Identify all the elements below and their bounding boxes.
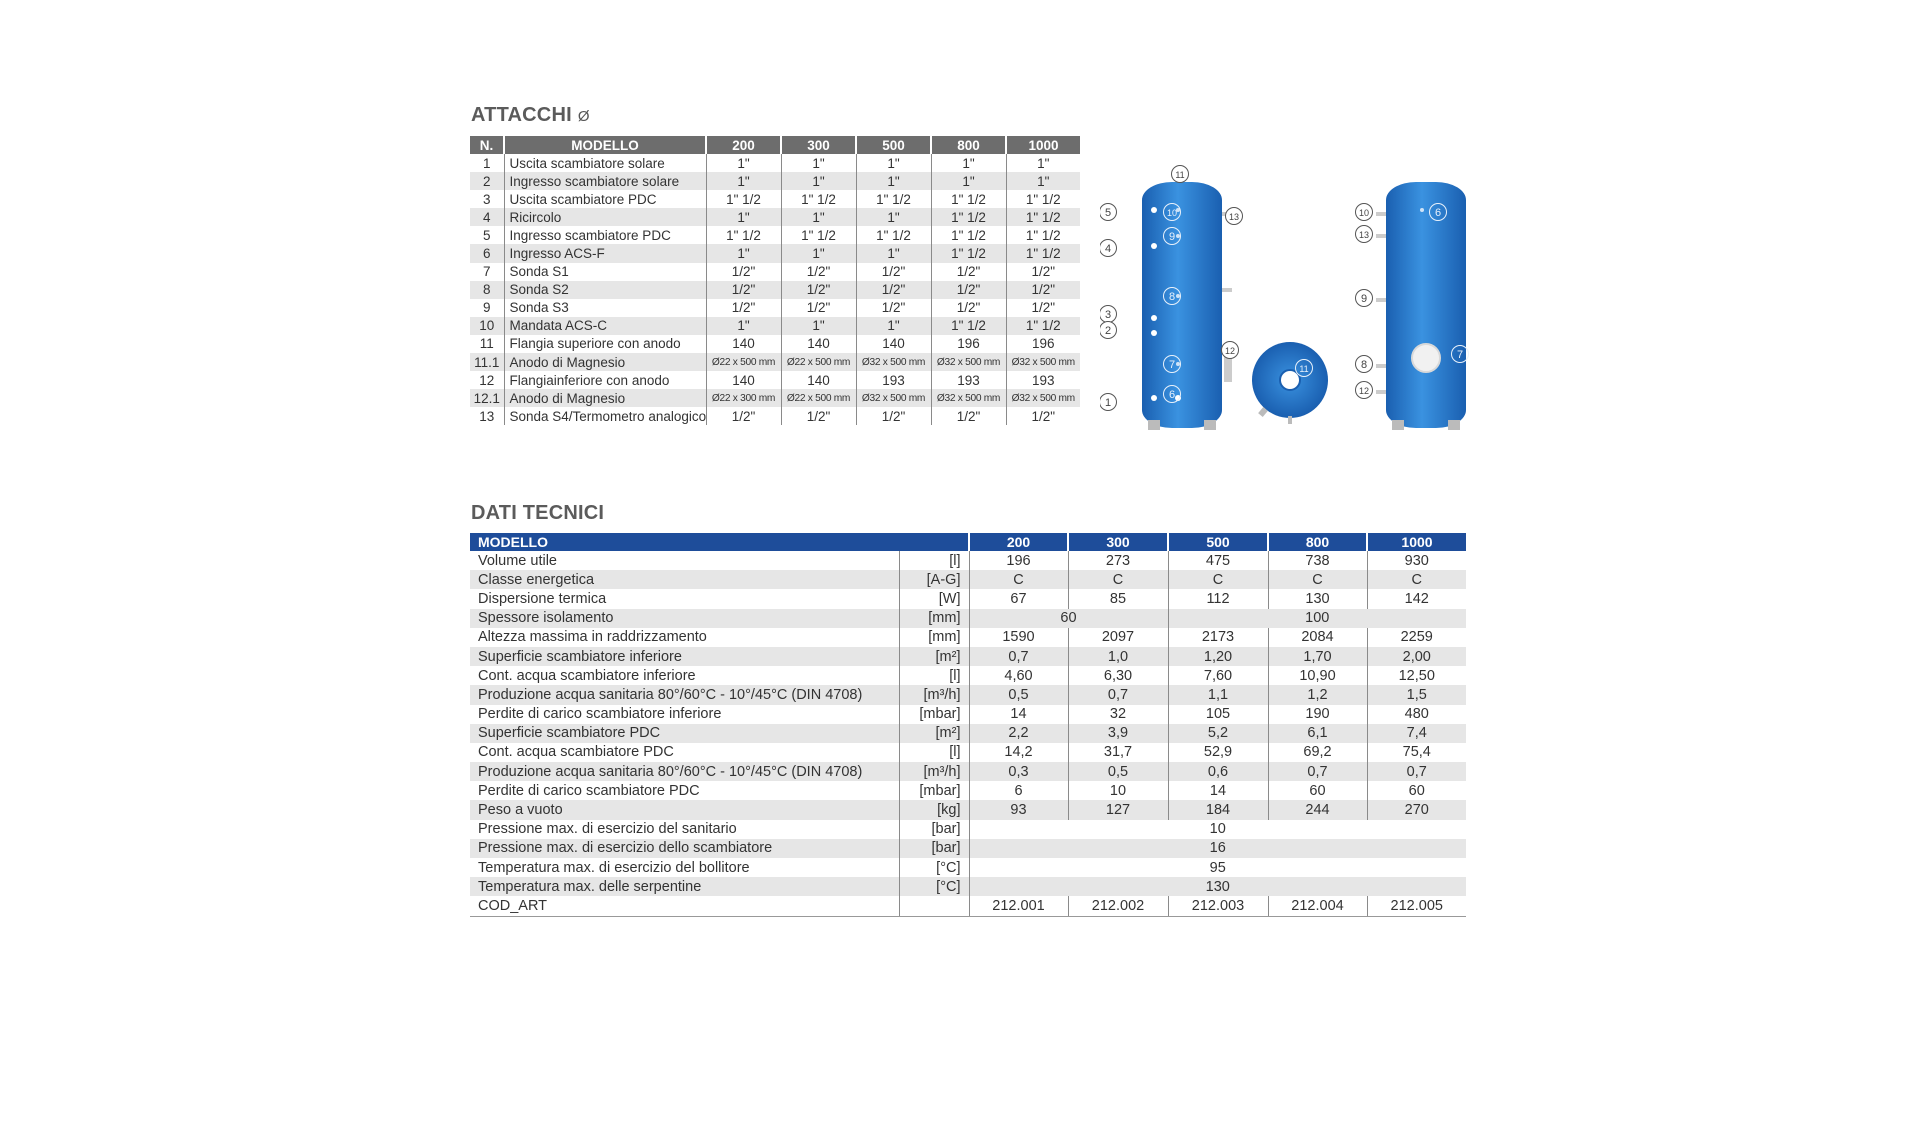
row-value: 1" <box>706 244 781 262</box>
row-value: 1" <box>781 154 856 172</box>
callout-label-1: 1 <box>1104 397 1112 409</box>
row-value: 0,7 <box>1068 685 1168 704</box>
row-label: Cont. acqua scambiatore PDC <box>478 744 674 761</box>
row-number: 10 <box>470 317 504 335</box>
table-row <box>470 762 1466 781</box>
row-value: 75,4 <box>1367 743 1466 762</box>
row-value: 1,0 <box>1068 647 1168 666</box>
row-value: 1" <box>1006 172 1080 190</box>
row-value: 1/2" <box>706 281 781 299</box>
row-value: 0,5 <box>969 685 1068 704</box>
table-row <box>470 371 1080 389</box>
row-value: 196 <box>931 335 1006 353</box>
row-unit: [kg] <box>899 800 969 819</box>
row-value: 1" <box>781 244 856 262</box>
callout-label-10: 10 <box>1358 208 1370 218</box>
row-value: 2,2 <box>969 724 1068 743</box>
row-value: 1" <box>1006 154 1080 172</box>
row-value: 31,7 <box>1068 743 1168 762</box>
row-number: 1 <box>482 155 491 171</box>
row-unit: [°C] <box>899 877 969 896</box>
table-row <box>470 589 1466 608</box>
tank-connection-diagram <box>1100 158 1480 438</box>
row-value: 1" 1/2 <box>706 226 781 244</box>
row-value: 212.004 <box>1268 896 1367 916</box>
row-value: 10 <box>1068 781 1168 800</box>
row-value: 1" <box>931 154 1006 172</box>
row-unit: [m²] <box>899 724 969 743</box>
row-value: 12,50 <box>1367 666 1466 685</box>
row-value: 1" <box>706 317 781 335</box>
row-value: 273 <box>1068 551 1168 570</box>
table-row <box>470 353 1080 371</box>
row-value: 52,9 <box>1168 743 1268 762</box>
table-row <box>470 858 1466 877</box>
row-value: 1,1 <box>1168 685 1268 704</box>
table-row <box>470 226 1080 244</box>
row-number: 5 <box>482 227 491 243</box>
table-row <box>470 647 1466 666</box>
row-value: 1" <box>706 208 781 226</box>
row-value: 130 <box>1268 589 1367 608</box>
row-value: 1/2" <box>856 407 931 425</box>
callout-label-6: 6 <box>1434 207 1442 219</box>
row-value: 1" <box>856 154 931 172</box>
table-row <box>470 281 1080 299</box>
row-value: 1" <box>931 172 1006 190</box>
callout-label-7: 7 <box>1168 359 1176 371</box>
row-value: 2173 <box>1168 628 1268 647</box>
diameter-symbol: Ø <box>577 108 590 125</box>
row-value: 0,6 <box>1168 762 1268 781</box>
row-value: 14,2 <box>969 743 1068 762</box>
row-value: 32 <box>1068 705 1168 724</box>
dati-header-4: 800 <box>1268 533 1367 551</box>
row-value: 0,7 <box>1268 762 1367 781</box>
attacchi-header-1: MODELLO <box>504 136 706 154</box>
row-unit: [°C] <box>899 858 969 877</box>
row-label: Superficie scambiatore PDC <box>470 724 899 743</box>
row-label: Volume utile <box>478 552 557 569</box>
row-value: 1/2" <box>931 263 1006 281</box>
callout-label-9: 9 <box>1360 293 1368 305</box>
row-value: 1" <box>856 208 931 226</box>
row-value: 1/2" <box>856 263 931 281</box>
row-value: 16 <box>969 839 1466 858</box>
row-number: 13 <box>479 408 495 424</box>
row-value: 7,4 <box>1367 724 1466 743</box>
row-value: 1,70 <box>1268 647 1367 666</box>
row-value: 0,7 <box>1367 762 1466 781</box>
row-value: 1" 1/2 <box>931 317 1006 335</box>
row-label: Ricircolo <box>504 208 706 226</box>
row-value: 105 <box>1168 705 1268 724</box>
row-unit: [mm] <box>899 628 969 647</box>
row-value: 1,5 <box>1367 685 1466 704</box>
callout-label-11: 11 <box>1299 364 1309 374</box>
row-value: 100 <box>1168 609 1466 628</box>
row-value: Ø32 x 500 mm <box>931 389 1006 407</box>
row-label: Cont. acqua scambiatore inferiore <box>478 667 696 684</box>
callout-label-8: 8 <box>1360 359 1368 371</box>
row-label: Temperatura max. di esercizio del bollitore <box>478 859 750 876</box>
row-value: 1/2" <box>1006 263 1080 281</box>
row-value: 1" 1/2 <box>1006 244 1080 262</box>
row-label: Uscita scambiatore PDC <box>504 190 706 208</box>
row-number: 11 <box>479 336 494 352</box>
row-value: 127 <box>1068 800 1168 819</box>
row-value: 1/2" <box>781 263 856 281</box>
row-value: 480 <box>1367 705 1466 724</box>
row-value: 1/2" <box>781 299 856 317</box>
callout-label-12: 12 <box>1224 346 1236 356</box>
row-value: 2097 <box>1068 628 1168 647</box>
row-value: 270 <box>1367 800 1466 819</box>
callout-label-3: 3 <box>1104 309 1112 321</box>
row-value: 1" 1/2 <box>1006 317 1080 335</box>
row-value: 6,1 <box>1268 724 1367 743</box>
table-row <box>470 666 1466 685</box>
row-value: 1/2" <box>931 407 1006 425</box>
row-value: 60 <box>1268 781 1367 800</box>
front-tank-view <box>1142 178 1232 430</box>
attacchi-header-4: 500 <box>856 136 931 154</box>
table-row <box>470 154 1080 172</box>
row-value: 196 <box>969 551 1068 570</box>
row-value: 1/2" <box>931 281 1006 299</box>
row-label: Flangia superiore con anodo <box>504 335 706 353</box>
table-row <box>470 705 1466 724</box>
row-value: 6 <box>969 781 1068 800</box>
attacchi-header-0: N. <box>470 136 504 154</box>
row-value: 1" <box>706 172 781 190</box>
table-row <box>470 896 1466 916</box>
row-number: 6 <box>470 244 504 262</box>
table-row <box>470 877 1466 896</box>
row-value: 6,30 <box>1068 666 1168 685</box>
row-value: 475 <box>1168 551 1268 570</box>
row-unit: [m²] <box>899 647 969 666</box>
row-label: Peso a vuoto <box>470 800 899 819</box>
row-value: Ø32 x 500 mm <box>1006 389 1080 407</box>
dati-header-1: 200 <box>969 533 1068 551</box>
row-value: 3,9 <box>1068 724 1168 743</box>
row-value: 193 <box>1006 371 1080 389</box>
row-value: 212.005 <box>1367 896 1466 916</box>
row-label: Ingresso ACS-F <box>504 244 706 262</box>
row-value: 1" <box>856 172 931 190</box>
row-value: 2084 <box>1268 628 1367 647</box>
row-value: 1" <box>781 317 856 335</box>
row-value: 1" 1/2 <box>931 226 1006 244</box>
callout-label-7: 7 <box>1456 349 1464 361</box>
row-value: 1" 1/2 <box>931 190 1006 208</box>
row-value: 1" 1/2 <box>781 190 856 208</box>
row-unit: [l] <box>899 666 969 685</box>
callout-label-6: 6 <box>1168 389 1176 401</box>
row-number: 2 <box>470 172 504 190</box>
row-value: 1/2" <box>856 281 931 299</box>
row-value: 10,90 <box>1268 666 1367 685</box>
row-value: 4,60 <box>969 666 1068 685</box>
row-number: 3 <box>482 191 491 207</box>
dati-tecnici-table <box>470 533 1466 917</box>
row-value: 1" <box>856 244 931 262</box>
row-value: 1590 <box>969 628 1068 647</box>
row-label: Pressione max. di esercizio dello scambiatore <box>470 839 899 858</box>
table-row <box>470 172 1080 190</box>
row-value: C <box>1168 570 1268 589</box>
attacchi-header-5: 800 <box>931 136 1006 154</box>
row-unit: [W] <box>899 589 969 608</box>
row-value: 190 <box>1268 705 1367 724</box>
table-row <box>470 244 1080 262</box>
attacchi-title: ATTACCHI Ø <box>471 104 590 126</box>
table-row <box>470 263 1080 281</box>
table-row <box>470 628 1466 647</box>
row-value: 1/2" <box>706 263 781 281</box>
row-unit: [m³/h] <box>899 685 969 704</box>
table-row <box>470 335 1080 353</box>
row-value: Ø22 x 500 mm <box>781 353 856 371</box>
row-value: 1" <box>856 317 931 335</box>
row-number: 11.1 <box>470 353 504 371</box>
top-tank-view <box>1252 342 1328 424</box>
row-value: 1/2" <box>1006 299 1080 317</box>
attacchi-header-3: 300 <box>781 136 856 154</box>
row-label: Superficie scambiatore inferiore <box>470 647 899 666</box>
row-value: 60 <box>1367 781 1466 800</box>
callout-label-13: 13 <box>1358 230 1370 240</box>
table-row <box>470 407 1080 425</box>
table-row <box>470 299 1080 317</box>
dati-header-0: MODELLO <box>470 533 969 551</box>
row-unit: [A-G] <box>899 570 969 589</box>
row-value: 1/2" <box>931 299 1006 317</box>
row-value: 7,60 <box>1168 666 1268 685</box>
row-value: 93 <box>969 800 1068 819</box>
row-unit: [mbar] <box>899 781 969 800</box>
row-label: Perdite di carico scambiatore PDC <box>478 782 700 799</box>
row-value: C <box>969 570 1068 589</box>
row-unit <box>899 896 969 916</box>
dati-header-2: 300 <box>1068 533 1168 551</box>
row-value: 1" 1/2 <box>931 244 1006 262</box>
table-row <box>470 781 1466 800</box>
row-label: Flangiainferiore con anodo <box>504 371 706 389</box>
row-value: 140 <box>856 335 931 353</box>
row-number: 8 <box>470 281 504 299</box>
row-value: 1" 1/2 <box>856 226 931 244</box>
row-value: 1,2 <box>1268 685 1367 704</box>
row-unit: [mbar] <box>899 705 969 724</box>
dati-tecnici-title: DATI TECNICI <box>471 502 605 524</box>
row-value: Ø32 x 500 mm <box>1006 353 1080 371</box>
row-value: C <box>1068 570 1168 589</box>
row-value: 0,7 <box>969 647 1068 666</box>
row-value: 1" 1/2 <box>1006 226 1080 244</box>
row-number: 7 <box>482 264 491 280</box>
row-value: 85 <box>1068 589 1168 608</box>
table-row <box>470 724 1466 743</box>
callout-label-10: 10 <box>1166 208 1178 218</box>
row-label: Produzione acqua sanitaria 80°/60°C - 10°/45°C (DIN 4708) <box>470 762 899 781</box>
row-unit: [bar] <box>899 820 969 839</box>
row-number: 12.1 <box>470 389 504 407</box>
row-value: 130 <box>969 877 1466 896</box>
row-label: Temperatura max. delle serpentine <box>470 877 899 896</box>
row-label: Sonda S2 <box>504 281 706 299</box>
table-row <box>470 743 1466 762</box>
row-number: 9 <box>482 300 491 316</box>
row-value: 1/2" <box>1006 407 1080 425</box>
attacchi-header-2: 200 <box>706 136 781 154</box>
row-value: 1/2" <box>1006 281 1080 299</box>
row-value: 1/2" <box>706 299 781 317</box>
callout-label-2: 2 <box>1104 325 1112 337</box>
row-value: 5,2 <box>1168 724 1268 743</box>
row-value: 930 <box>1367 551 1466 570</box>
row-label: Altezza massima in raddrizzamento <box>478 629 707 646</box>
row-label: Spessore isolamento <box>470 609 899 628</box>
callout-label-13: 13 <box>1228 212 1240 222</box>
row-value: Ø22 x 500 mm <box>706 353 781 371</box>
table-row <box>470 839 1466 858</box>
callout-label-9: 9 <box>1168 231 1176 243</box>
row-value: 193 <box>856 371 931 389</box>
dati-header-5: 1000 <box>1367 533 1466 551</box>
row-value: 1" 1/2 <box>1006 190 1080 208</box>
row-value: 142 <box>1367 589 1466 608</box>
row-label: Mandata ACS-C <box>504 317 706 335</box>
row-value: 1/2" <box>781 281 856 299</box>
row-value: Ø32 x 500 mm <box>856 389 931 407</box>
row-label: Anodo di Magnesio <box>504 353 706 371</box>
row-value: 1,20 <box>1168 647 1268 666</box>
row-value: Ø32 x 500 mm <box>856 353 931 371</box>
row-value: 1/2" <box>856 299 931 317</box>
row-label: Classe energetica <box>470 570 899 589</box>
row-label: Dispersione termica <box>478 590 607 607</box>
table-row <box>470 820 1466 839</box>
row-label: Anodo di Magnesio <box>504 389 706 407</box>
row-value: 193 <box>931 371 1006 389</box>
row-value: Ø22 x 300 mm <box>706 389 781 407</box>
table-row <box>470 389 1080 407</box>
row-value: 212.002 <box>1068 896 1168 916</box>
row-label: Sonda S3 <box>504 299 706 317</box>
table-row <box>470 570 1466 589</box>
table-row <box>470 609 1466 628</box>
row-value: 196 <box>1006 335 1080 353</box>
table-row <box>470 208 1080 226</box>
row-unit: [bar] <box>899 839 969 858</box>
row-label: Sonda S1 <box>504 263 706 281</box>
row-value: 140 <box>781 335 856 353</box>
row-value: 0,3 <box>969 762 1068 781</box>
row-value: 140 <box>706 335 781 353</box>
row-unit: [mm] <box>899 609 969 628</box>
callout-label-5: 5 <box>1104 207 1112 219</box>
row-value: 2259 <box>1367 628 1466 647</box>
row-value: 1" <box>706 154 781 172</box>
row-value: 112 <box>1168 589 1268 608</box>
row-value: 1" 1/2 <box>706 190 781 208</box>
row-label: Perdite di carico scambiatore inferiore <box>478 706 722 723</box>
table-row <box>470 317 1080 335</box>
row-value: 212.001 <box>969 896 1068 916</box>
side-tank-view <box>1376 182 1466 430</box>
callout-label-8: 8 <box>1168 291 1176 303</box>
table-row <box>470 190 1080 208</box>
row-value: 738 <box>1268 551 1367 570</box>
row-value: 1" 1/2 <box>1006 208 1080 226</box>
row-value: C <box>1268 570 1367 589</box>
row-label: Pressione max. di esercizio del sanitario <box>478 821 737 838</box>
row-label: COD_ART <box>470 896 899 916</box>
row-value: Ø32 x 500 mm <box>931 353 1006 371</box>
row-value: 60 <box>969 609 1168 628</box>
table-row <box>470 685 1466 704</box>
row-value: 1/2" <box>781 407 856 425</box>
row-number: 12 <box>479 372 495 388</box>
row-value: 140 <box>781 371 856 389</box>
row-value: Ø22 x 500 mm <box>781 389 856 407</box>
row-value: 1" 1/2 <box>781 226 856 244</box>
row-label: Sonda S4/Termometro analogico <box>504 407 706 425</box>
row-value: 14 <box>1168 781 1268 800</box>
row-value: 244 <box>1268 800 1367 819</box>
row-value: 67 <box>969 589 1068 608</box>
table-row <box>470 800 1466 819</box>
row-unit: [l] <box>899 743 969 762</box>
row-value: 212.003 <box>1168 896 1268 916</box>
row-value: 1" 1/2 <box>856 190 931 208</box>
row-value: 184 <box>1168 800 1268 819</box>
callout-label-11: 11 <box>1175 170 1185 180</box>
table-row <box>470 551 1466 570</box>
row-unit: [l] <box>899 551 969 570</box>
attacchi-table <box>470 136 1080 425</box>
row-value: 95 <box>969 858 1466 877</box>
row-label: Uscita scambiatore solare <box>504 154 706 172</box>
row-value: 10 <box>969 820 1466 839</box>
row-unit: [m³/h] <box>899 762 969 781</box>
row-value: 1" <box>781 208 856 226</box>
row-value: 1" <box>781 172 856 190</box>
row-value: 2,00 <box>1367 647 1466 666</box>
attacchi-header-6: 1000 <box>1006 136 1080 154</box>
callout-label-12: 12 <box>1358 386 1370 396</box>
row-value: 0,5 <box>1068 762 1168 781</box>
row-number: 4 <box>470 208 504 226</box>
row-label: Produzione acqua sanitaria 80°/60°C - 10°/45°C (DIN 4708) <box>470 685 899 704</box>
row-label: Ingresso scambiatore PDC <box>504 226 706 244</box>
row-value: 69,2 <box>1268 743 1367 762</box>
row-value: 1" 1/2 <box>931 208 1006 226</box>
callout-label-4: 4 <box>1104 243 1112 255</box>
row-value: 14 <box>969 705 1068 724</box>
row-value: 140 <box>706 371 781 389</box>
row-label: Ingresso scambiatore solare <box>504 172 706 190</box>
row-value: 1/2" <box>706 407 781 425</box>
dati-header-3: 500 <box>1168 533 1268 551</box>
row-value: C <box>1367 570 1466 589</box>
